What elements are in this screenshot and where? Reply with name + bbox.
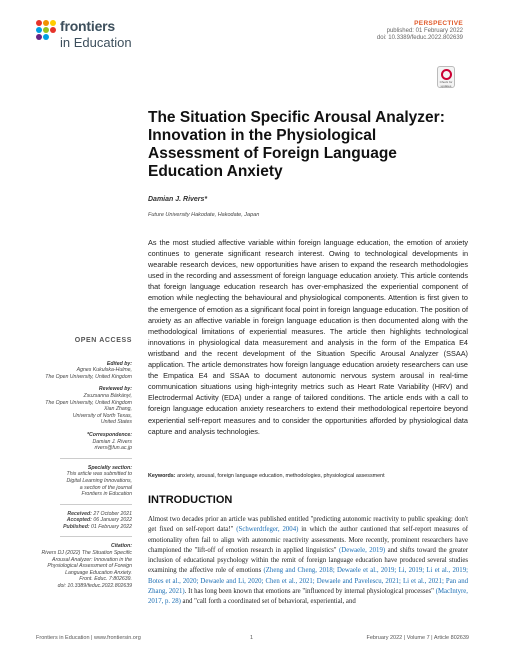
reviewer-affiliation: United States bbox=[100, 419, 132, 426]
sidebar-divider bbox=[60, 536, 132, 537]
logo-journal-text: in Education bbox=[60, 35, 132, 50]
specialty-line: This article was submitted to bbox=[66, 471, 132, 478]
update-badge-label: Check for updates bbox=[439, 80, 453, 88]
abstract-text: As the most studied affective variable within foreign language education, the emotion of anxiety continues to generate significant research interest. Owing to technological developments in wearable research devices, new opportunities have arisen to expand the research methodologies used in the recording and assessment of foreign language education anxiety. This article contends that foreign language education research has over-emphasized the experiential component of emotion while neglecting the behavioural and physiological components. Attention is first given to the emergence of emotion as a significant focal point in foreign language education. The position of anxiety as an affective variable in foreign language education is then documented along with the methodological limitations of experiential measures. The article then highlights technological innovations in physiological data measurement and analysis in the form of the Empatica E4 wristband and the recent development of the Situation Specific Arousal Analyzer (SSAA) application. The article demonstrates how foreign language education anxiety researchers can use the Empatica E4 and SSAA to document autonomic nervous system arousal in real-time communication situations using high-integrity metrics such as Heart Rate Variability (HRV) and Electrodermal Activity (EDA) under a range of tailored conditions. The article ends with a call to foreign language education anxiety researchers to extend their methodological repertoire beyond experiential self-report measures and to consider the opportunities afforded by physiological data capture and analysis technologies. bbox=[148, 238, 468, 436]
article-title: The Situation Specific Arousal Analyzer: Innovation in the Physiological Assessment of Foreign Language Education Anxiety bbox=[148, 109, 445, 180]
keywords bbox=[148, 473, 468, 479]
reviewed-by-label: Reviewed by: bbox=[98, 386, 132, 393]
citation-line: Front. Educ. 7:802639. bbox=[79, 576, 132, 583]
author-affiliation: Future University Hakodate, Hakodate, Japan bbox=[148, 212, 260, 218]
specialty-line: Frontiers in Education bbox=[81, 491, 132, 498]
editor-name[interactable]: Agnes Kukulska-Hulme, bbox=[76, 367, 132, 374]
section-heading: INTRODUCTION bbox=[148, 494, 233, 506]
sidebar-divider bbox=[60, 458, 132, 459]
intro-text-segment: and shifts toward the greater inclusion of educational psychology within the remit of foreign language education have produced several studies examining the affective role of emotions bbox=[148, 546, 469, 575]
received-value: 27 October 2021 bbox=[93, 510, 132, 517]
footer-issue-info: February 2022 | Volume 7 | Article 802639 bbox=[366, 635, 469, 641]
frontiers-logo[interactable] bbox=[36, 18, 146, 58]
intro-text-segment: in which the author cautioned that self-report measures of emotionality often fail to align with autonomic reactivity assessments. More recently, prominent researchers have championed the "lift-off of emotion research in applied linguistics" bbox=[148, 526, 468, 554]
citation-line: Rivers DJ (2022) The Situation Specific bbox=[41, 550, 132, 557]
specialty-label: Specialty section: bbox=[87, 464, 132, 471]
intro-text-segment: Almost two decades prior an article was published entitled "predicting autonomic reactivity to public speaking: don't get fixed on self-report data!" bbox=[148, 516, 468, 534]
published-value: 01 February 2022 bbox=[91, 523, 132, 530]
citation-doi[interactable]: doi: 10.3389/feduc.2022.802639 bbox=[57, 583, 132, 590]
article-doi[interactable]: doi: 10.3389/feduc.2022.802639 bbox=[376, 35, 463, 41]
frontiers-logo-icon bbox=[36, 20, 56, 40]
citation-link[interactable]: (Schwerdtfeger, 2004) bbox=[236, 526, 299, 534]
published-date-sidebar bbox=[40, 524, 132, 531]
reviewer-affiliation: University of North Texas, bbox=[72, 412, 132, 419]
sidebar-divider bbox=[60, 504, 132, 505]
published-label: Published: bbox=[63, 523, 90, 530]
keywords-label: Keywords: bbox=[148, 473, 176, 479]
update-icon bbox=[441, 69, 452, 80]
correspondence-email[interactable]: rivers@fun.ac.jp bbox=[94, 445, 132, 452]
intro-text-segment: . It has long been known that emotions are "influenced by internal physiological processes" bbox=[184, 588, 436, 596]
footer-journal-link[interactable]: Frontiers in Education | www.frontiersin.org bbox=[36, 635, 141, 641]
accepted-label: Accepted: bbox=[66, 517, 92, 524]
page-number: 1 bbox=[250, 635, 254, 641]
citation-link[interactable]: (Zheng and Cheng, 2018; Dewaele et al., 2019; Li, 2019; Li et al., 2019; Botes et al., 2020; Dewaele and Li, 2020; Chen et al., 2021; Dewaele and Pavelescu, 2021; Li et al., 2021; Pan and Zhang, 2021) bbox=[148, 567, 468, 596]
specialty-line: a section of the journal bbox=[79, 484, 132, 491]
citation-line: Physiological Assessment of Foreign bbox=[47, 563, 132, 570]
edited-by-label: Edited by: bbox=[106, 360, 132, 367]
received-date bbox=[40, 511, 132, 518]
article-type: PERSPECTIVE bbox=[414, 20, 463, 27]
editor-affiliation: The Open University, United Kingdom bbox=[45, 373, 132, 380]
accepted-date bbox=[40, 517, 132, 524]
introduction-text bbox=[148, 515, 468, 608]
check-for-updates-badge[interactable] bbox=[437, 66, 455, 88]
reviewer-name[interactable]: Xian Zhang, bbox=[104, 406, 132, 413]
reviewer-name[interactable]: Zsuzsanna Bárkányi, bbox=[83, 392, 132, 399]
article-author[interactable]: Damian J. Rivers* bbox=[148, 196, 208, 203]
correspondence-label: *Correspondence: bbox=[87, 431, 132, 438]
received-label: Received: bbox=[67, 510, 92, 517]
reviewer-affiliation: The Open University, United Kingdom bbox=[45, 399, 132, 406]
specialty-line: Digital Learning Innovations, bbox=[66, 477, 132, 484]
citation-line: Arousal Analyzer: Innovation in the bbox=[52, 556, 132, 563]
citation-label: Citation: bbox=[110, 543, 132, 550]
logo-brand-text: frontiers bbox=[60, 18, 115, 34]
citation-line: Language Education Anxiety. bbox=[65, 569, 132, 576]
citation-link[interactable]: (Dewaele, 2019) bbox=[339, 546, 386, 554]
correspondence-name: Damian J. Rivers bbox=[92, 438, 132, 445]
intro-text-segment: and "call forth a coordinated set of behavioral, experiential, and bbox=[180, 598, 356, 606]
accepted-value: 06 January 2022 bbox=[93, 517, 132, 524]
article-sidebar bbox=[40, 338, 132, 590]
article-meta-header bbox=[377, 20, 463, 43]
keywords-list: anxiety, arousal, foreign language education, methodologies, physiological assessment bbox=[177, 473, 385, 479]
citation-link[interactable]: (MacIntyre, 2017, p. 28) bbox=[148, 588, 468, 606]
page-footer bbox=[36, 635, 469, 647]
published-date: published: 01 February 2022 bbox=[386, 27, 463, 34]
open-access-label: OPEN ACCESS bbox=[74, 337, 132, 344]
